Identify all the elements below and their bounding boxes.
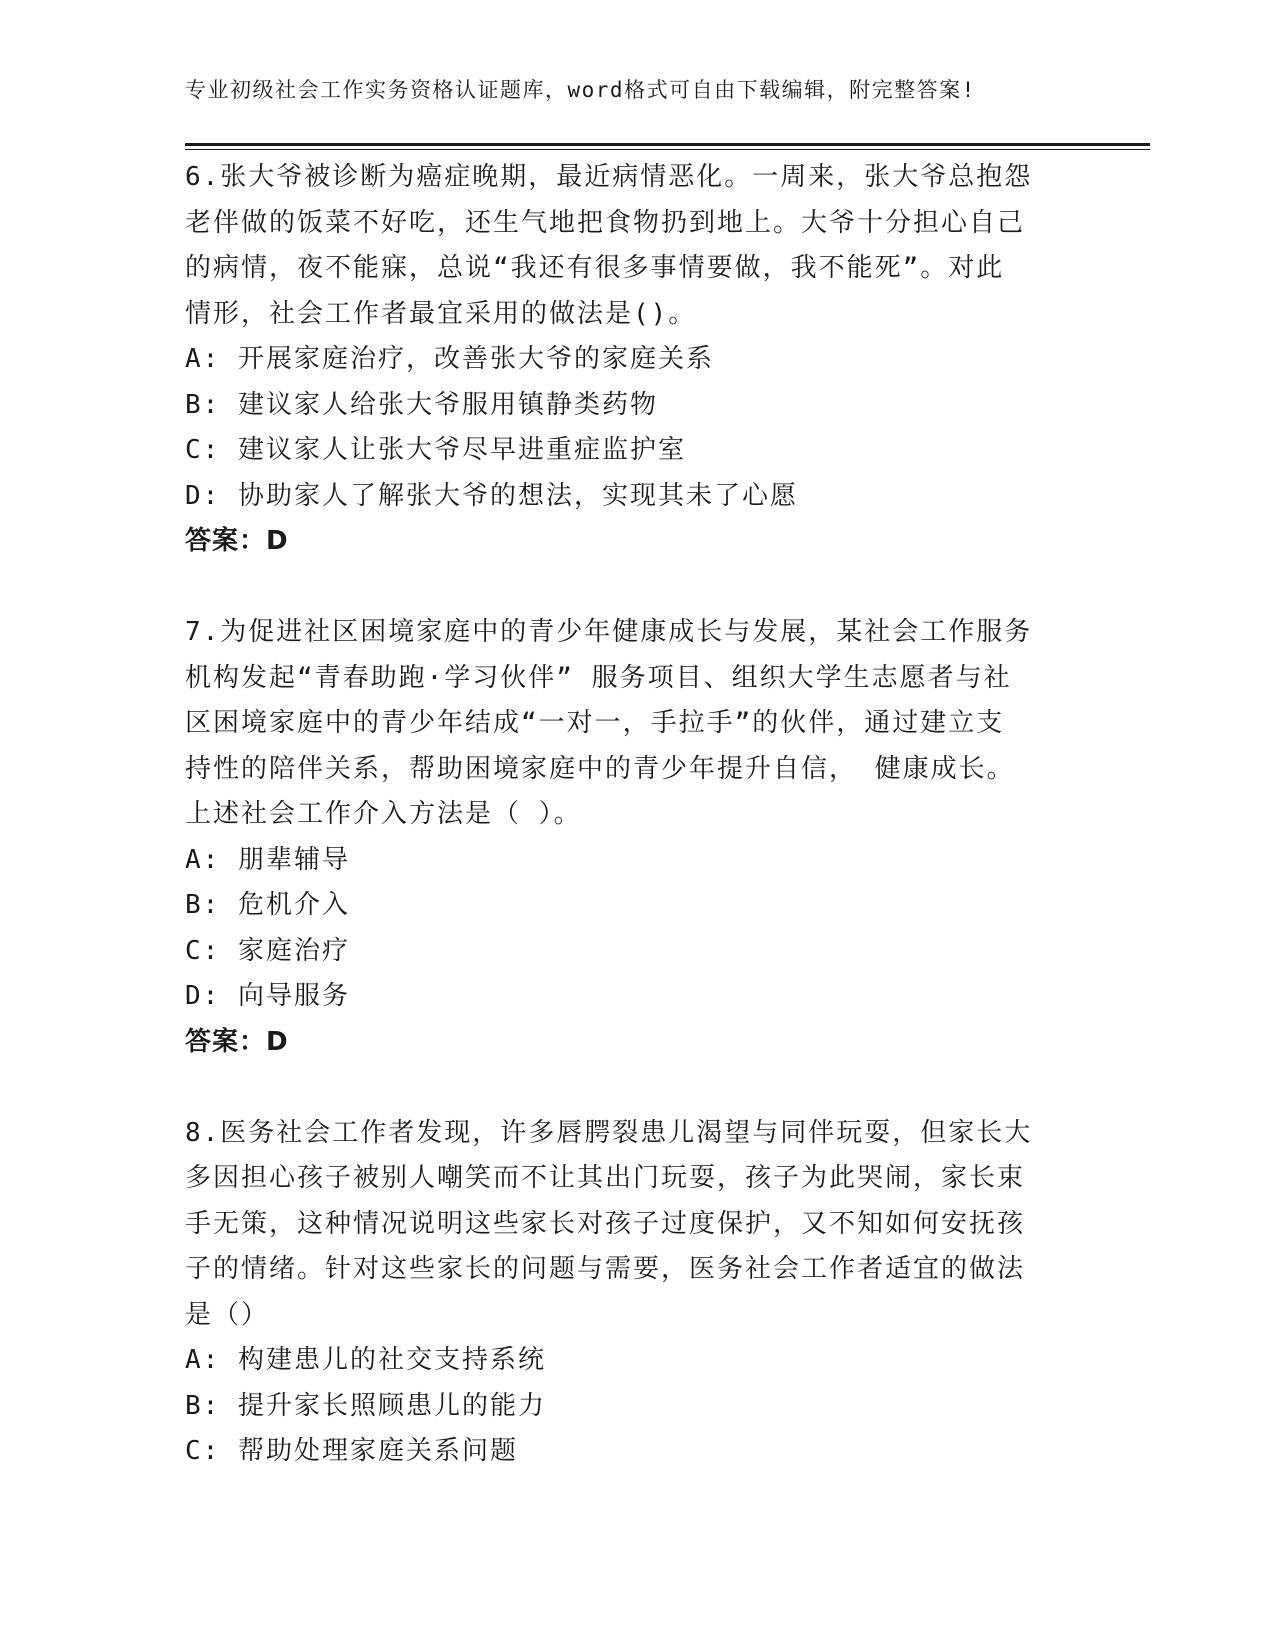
answer: 答案：D xyxy=(185,526,289,556)
question-stem-line: 老伴做的饭菜不好吃，还生气地把食物扔到地上。大爷十分担心自己 xyxy=(185,207,1026,238)
option-d: D: 向导服务 xyxy=(185,981,350,1011)
question-list xyxy=(185,155,1085,1475)
question-stem-line: 机构发起“青春助跑·学习伙伴” 服务项目、组织大学生志愿者与社 xyxy=(185,662,1012,693)
option-a: A: 构建患儿的社交支持系统 xyxy=(185,1345,546,1375)
option-a: A: 朋辈辅导 xyxy=(185,844,350,875)
question-8 xyxy=(185,1111,1085,1475)
answer: 答案：D xyxy=(185,1026,289,1057)
option-b: B: 建议家人给张大爷服用镇静类药物 xyxy=(185,389,658,420)
question-stem-line: 子的情绪。针对这些家长的问题与需要，医务社会工作者适宜的做法 xyxy=(185,1254,1026,1284)
option-d: D: 协助家人了解张大爷的想法，实现其未了心愿 xyxy=(185,480,798,511)
question-stem-line: 上述社会工作介入方法是（ ）。 xyxy=(185,799,582,829)
question-stem-line: 的病情，夜不能寐，总说“我还有很多事情要做，我不能死”。对此 xyxy=(185,253,1005,283)
option-b: B: 危机介入 xyxy=(185,890,350,920)
question-stem-line: 情形，社会工作者最宜采用的做法是()。 xyxy=(185,298,697,329)
header-rule-thin xyxy=(185,149,1150,150)
question-stem-line: 手无策，这种情况说明这些家长对孩子过度保护，又不知如何安抚孩 xyxy=(185,1208,1026,1239)
question-stem-line: 区困境家庭中的青少年结成“一对一，手拉手”的伙伴，通过建立支 xyxy=(185,708,1005,738)
question-stem-line: 持性的陪伴关系，帮助困境家庭中的青少年提升自信， 健康成长。 xyxy=(185,753,1015,784)
option-c: C: 家庭治疗 xyxy=(185,935,350,966)
question-stem-line: 是（） xyxy=(185,1299,270,1330)
header-rule-thick xyxy=(185,143,1150,146)
question-stem-line: 6.张大爷被诊断为癌症晚期，最近病情恶化。一周来，张大爷总抱怨 xyxy=(185,162,1033,192)
question-6 xyxy=(185,155,1085,565)
question-stem-line: 多因担心孩子被别人嘲笑而不让其出门玩耍，孩子为此哭闹，家长束 xyxy=(185,1163,1026,1193)
question-7 xyxy=(185,610,1085,1065)
question-stem-line: 8.医务社会工作者发现，许多唇腭裂患儿渴望与同伴玩耍，但家长大 xyxy=(185,1117,1033,1148)
option-b: B: 提升家长照顾患儿的能力 xyxy=(185,1390,546,1421)
page-header: 专业初级社会工作实务资格认证题库，word格式可自由下载编辑，附完整答案! xyxy=(185,78,976,102)
question-stem-line: 7.为促进社区困境家庭中的青少年健康成长与发展，某社会工作服务 xyxy=(185,617,1033,647)
option-c: C: 帮助处理家庭关系问题 xyxy=(185,1436,518,1466)
option-c: C: 建议家人让张大爷尽早进重症监护室 xyxy=(185,435,686,465)
option-a: A: 开展家庭治疗，改善张大爷的家庭关系 xyxy=(185,344,714,374)
